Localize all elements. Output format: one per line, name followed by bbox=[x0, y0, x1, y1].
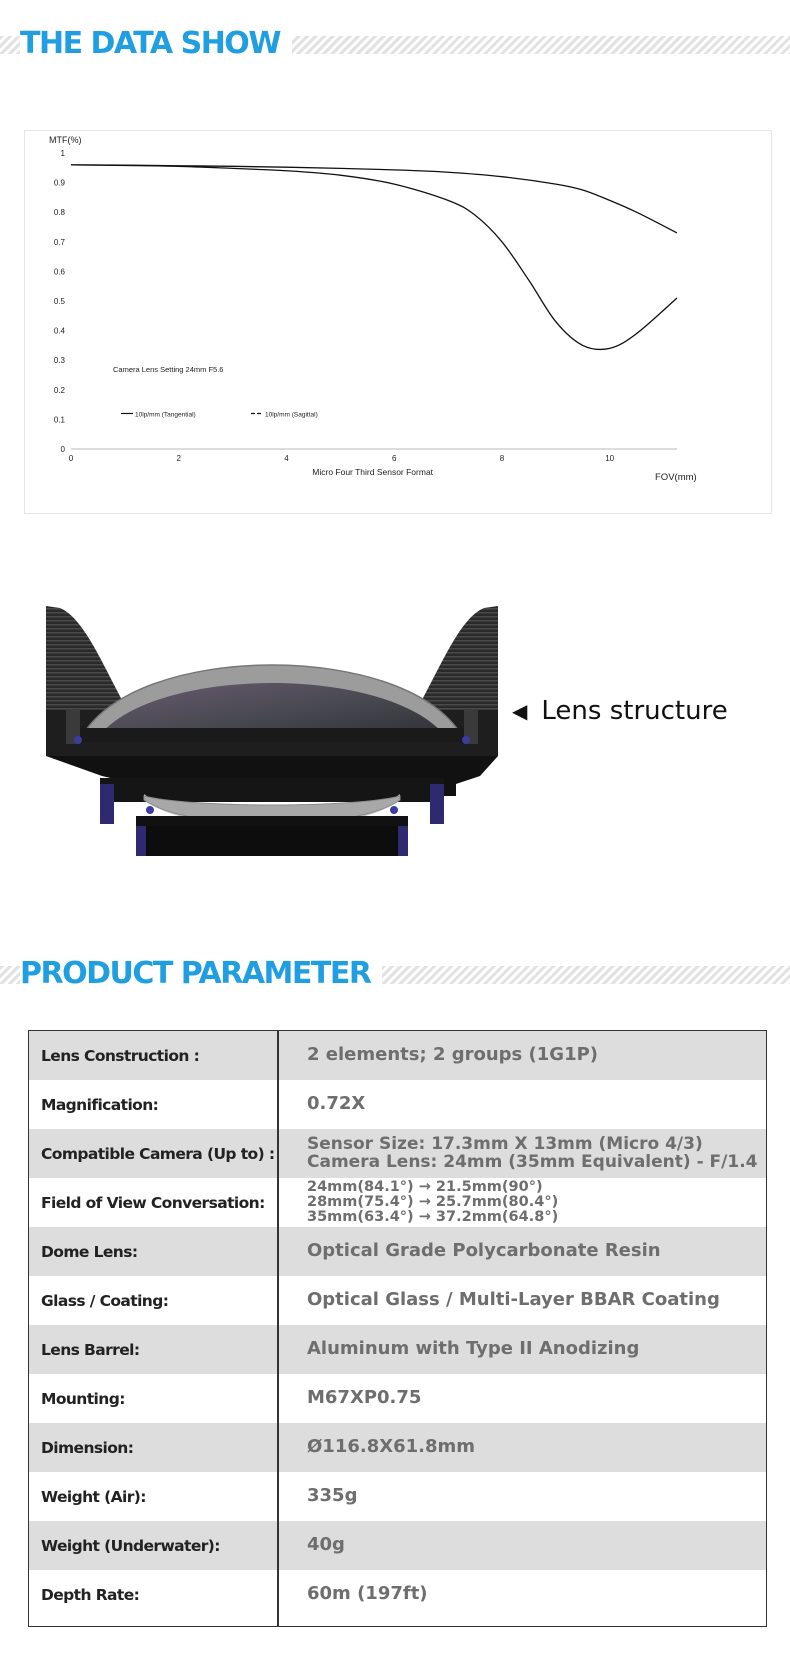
lens-structure-diagram bbox=[40, 600, 500, 860]
y-tick-label: 1 bbox=[60, 149, 65, 158]
x-tick-label: 0 bbox=[68, 454, 74, 463]
data-show-title: THE DATA SHOW bbox=[20, 24, 292, 64]
parameter-table bbox=[28, 1030, 767, 1627]
row-value: 24mm(84.1°) → 21.5mm(90°) bbox=[307, 1178, 543, 1195]
row-value: 35mm(63.4°) → 37.2mm(64.8°) bbox=[307, 1209, 559, 1226]
row-label: Weight (Air): bbox=[41, 1487, 146, 1506]
table-row-dome-lens bbox=[29, 1227, 766, 1276]
row-label: Magnification: bbox=[41, 1095, 159, 1114]
lens-structure-label: Lens structure bbox=[541, 696, 728, 726]
x-tick-label: 2 bbox=[176, 454, 181, 463]
y-tick-label: 0.5 bbox=[53, 297, 65, 306]
table-row-compatible-camera bbox=[29, 1129, 766, 1178]
legend-label: 10lp/mm (Tangential) bbox=[135, 411, 196, 419]
row-label: Glass / Coating: bbox=[41, 1291, 169, 1310]
row-value: 2 elements; 2 groups (1G1P) bbox=[307, 1044, 599, 1066]
x-tick-label: 4 bbox=[284, 454, 289, 463]
row-value: Camera Lens: 24mm (35mm Equivalent) - F/1.4 bbox=[307, 1151, 758, 1172]
row-value: M67XP0.75 bbox=[307, 1387, 422, 1409]
row-label: Lens Construction : bbox=[41, 1046, 200, 1065]
series-line-sagittal bbox=[71, 165, 677, 233]
table-row-depth-rate bbox=[29, 1570, 766, 1619]
row-label: Lens Barrel: bbox=[41, 1340, 140, 1359]
x-unit-label: FOV(mm) bbox=[655, 472, 697, 483]
left-triangle-icon: ◀ bbox=[512, 699, 528, 723]
row-value: Ø116.8X61.8mm bbox=[307, 1436, 476, 1458]
table-row-lens-construction bbox=[29, 1031, 766, 1080]
x-tick-label: 6 bbox=[391, 454, 397, 463]
row-value: Sensor Size: 17.3mm X 13mm (Micro 4/3) bbox=[307, 1133, 703, 1154]
x-tick-label: 8 bbox=[499, 454, 505, 463]
x-axis-label: Micro Four Third Sensor Format bbox=[312, 467, 434, 477]
row-value: 335g bbox=[307, 1485, 358, 1507]
data-show-header bbox=[0, 24, 790, 64]
row-label: Dimension: bbox=[41, 1438, 134, 1457]
mtf-chart bbox=[24, 130, 772, 514]
table-row-field-of-view bbox=[29, 1178, 766, 1227]
y-tick-label: 0.2 bbox=[53, 385, 65, 395]
row-label: Compatible Camera (Up to) : bbox=[41, 1144, 275, 1163]
row-value: 40g bbox=[307, 1534, 345, 1556]
table-row-mounting bbox=[29, 1374, 766, 1423]
y-tick-label: 0.1 bbox=[53, 415, 65, 425]
row-value: Optical Glass / Multi-Layer BBAR Coating bbox=[307, 1289, 720, 1311]
table-row-weight-underwater bbox=[29, 1521, 766, 1570]
table-row-weight-air bbox=[29, 1472, 766, 1521]
table-row-magnification bbox=[29, 1080, 766, 1129]
row-value: Aluminum with Type II Anodizing bbox=[307, 1338, 640, 1360]
row-label: Depth Rate: bbox=[41, 1585, 140, 1604]
row-value: 0.72X bbox=[307, 1093, 366, 1115]
table-row-dimension bbox=[29, 1423, 766, 1472]
product-parameter-title: PRODUCT PARAMETER bbox=[20, 954, 382, 994]
y-tick-label: 0 bbox=[60, 445, 65, 454]
y-tick-label: 0.8 bbox=[53, 208, 65, 218]
row-value: Optical Grade Polycarbonate Resin bbox=[307, 1240, 661, 1262]
y-axis-label: MTF(%) bbox=[49, 135, 82, 145]
row-value: 60m (197ft) bbox=[307, 1583, 428, 1605]
y-tick-label: 0.7 bbox=[53, 237, 65, 247]
row-label: Field of View Conversation: bbox=[41, 1193, 265, 1212]
series-line-tangential bbox=[71, 165, 677, 350]
table-column-divider bbox=[277, 1031, 279, 1626]
table-row-lens-barrel bbox=[29, 1325, 766, 1374]
row-label: Dome Lens: bbox=[41, 1242, 138, 1261]
lens-structure-caption bbox=[512, 691, 728, 731]
y-tick-label: 0.3 bbox=[53, 356, 65, 366]
y-tick-label: 0.9 bbox=[53, 178, 65, 188]
y-tick-label: 0.4 bbox=[53, 326, 65, 336]
x-tick-label: 10 bbox=[605, 454, 615, 463]
legend-label: 10lp/mm (Sagittal) bbox=[265, 411, 318, 419]
y-tick-label: 0.6 bbox=[53, 267, 65, 277]
row-label: Weight (Underwater): bbox=[41, 1536, 220, 1555]
mtf-chart-svg bbox=[25, 131, 773, 515]
table-row-glass-coating bbox=[29, 1276, 766, 1325]
product-parameter-header bbox=[0, 954, 790, 994]
row-label: Mounting: bbox=[41, 1389, 125, 1408]
row-value: 28mm(75.4°) → 25.7mm(80.4°) bbox=[307, 1193, 559, 1210]
chart-annotation: Camera Lens Setting 24mm F5.6 bbox=[113, 365, 224, 375]
